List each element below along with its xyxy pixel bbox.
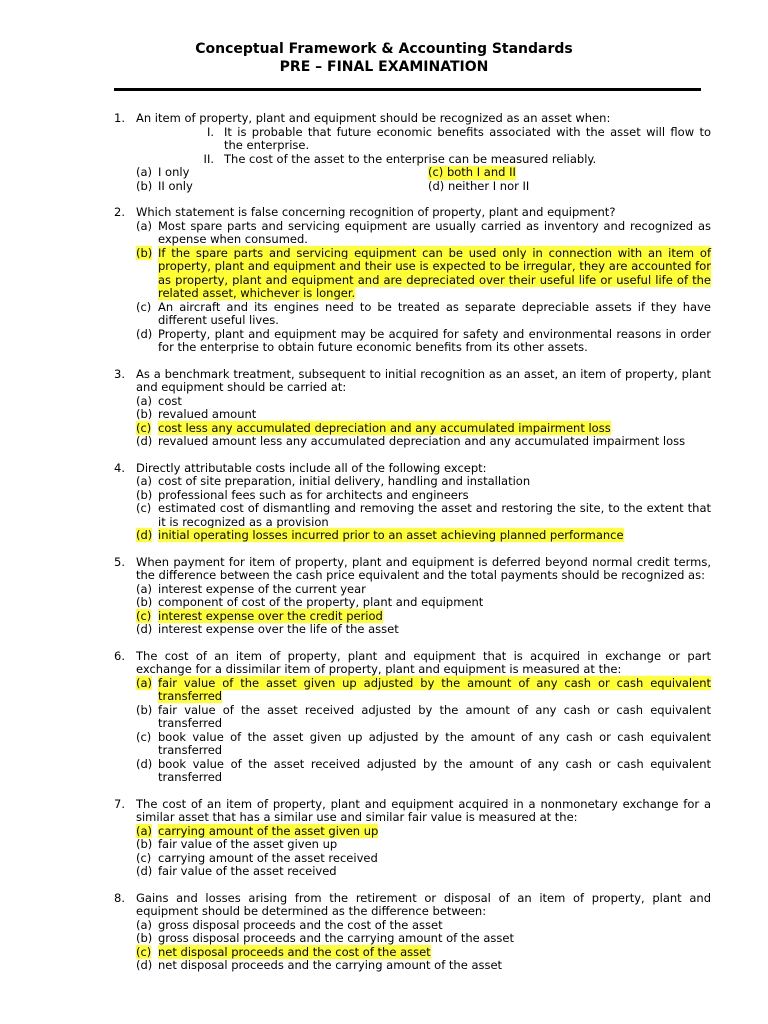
- option: (b) revalued amount: [136, 407, 257, 421]
- question-7: [114, 798, 711, 879]
- question-4: [114, 462, 711, 543]
- option: (d) revalued amount less any accumulated depreciation and any accumulated impairment loss: [136, 434, 686, 448]
- option: (d) neither I nor II: [428, 178, 530, 193]
- option: (d) fair value of the asset received: [136, 864, 337, 878]
- question-5: [114, 556, 711, 637]
- document-title: Conceptual Framework & Accounting Standards: [195, 41, 573, 57]
- option: (a) Most spare parts and servicing equipment are usually carried as inventory and recognized as expense when consumed.: [136, 218, 711, 246]
- option: (b) fair value of the asset given up: [136, 837, 338, 851]
- option-highlighted: (c) cost less any accumulated depreciation and any accumulated impairment loss: [136, 420, 611, 435]
- option: (b) gross disposal proceeds and the carrying amount of the asset: [136, 931, 514, 945]
- option-highlighted: (c) interest expense over the credit period: [136, 608, 383, 623]
- question-number: 5.: [114, 554, 125, 569]
- option: (a) cost: [136, 393, 182, 408]
- option-highlighted: (c) net disposal proceeds and the cost of the asset: [136, 944, 431, 959]
- option: (c) carrying amount of the asset received: [136, 850, 378, 865]
- question-stem: Directly attributable costs include all of the following except:: [136, 460, 487, 475]
- option-highlighted: (a) carrying amount of the asset given up: [136, 823, 379, 838]
- question-number: 8.: [114, 890, 125, 905]
- question-stem: An item of property, plant and equipment should be recognized as an asset when:: [136, 111, 611, 125]
- option: (d) net disposal proceeds and the carrying amount of the asset: [136, 958, 503, 972]
- header-divider: [114, 88, 701, 91]
- option: (b) professional fees such as for architects and engineers: [136, 487, 469, 502]
- question-list: [114, 112, 711, 986]
- question-number: 1.: [114, 111, 125, 125]
- question-number: 2.: [114, 205, 125, 219]
- question-stem: The cost of an item of property, plant and equipment acquired in a nonmonetary exchange for a similar asset that has a similar use and similar fair value is measured at the:: [136, 796, 711, 824]
- option-highlighted: (b) If the spare parts and servicing equipment can be used only in connection with an item of property, plant and equipment and their use is expected to be irregular, they are accounted for as property, plant and equipment and are depreciated over their useful life or useful life of the related asset, whichever is longer.: [136, 245, 711, 300]
- option: (a) gross disposal proceeds and the cost of the asset: [136, 917, 443, 932]
- question-6: [114, 650, 711, 785]
- exam-header: [0, 40, 768, 76]
- question-stem: When payment for item of property, plant and equipment is deferred beyond normal credit terms, the difference between the cash price equivalent and the total payments should be recognized as:: [136, 554, 711, 582]
- option: (a) I only: [136, 165, 190, 179]
- question-8: [114, 892, 711, 973]
- question-3: [114, 368, 711, 449]
- question-number: 3.: [114, 366, 125, 381]
- document-subtitle: PRE – FINAL EXAMINATION: [279, 59, 489, 75]
- question-number: 4.: [114, 460, 125, 475]
- question-stem: As a benchmark treatment, subsequent to initial recognition as an asset, an item of property, plant and equipment should be carried at:: [136, 366, 711, 394]
- option-grid: [136, 166, 711, 193]
- option: (c) estimated cost of dismantling and removing the asset and restoring the site, to the extent that it is recognized as a provision: [136, 501, 711, 529]
- question-number: 6.: [114, 648, 125, 663]
- option-highlighted: (d) initial operating losses incurred prior to an asset achieving planned performance: [136, 528, 624, 542]
- roman-item: II. The cost of the asset to the enterprise can be measured reliably.: [203, 151, 597, 166]
- question-stem: Which statement is false concerning recognition of property, plant and equipment?: [136, 205, 616, 219]
- question-number: 7.: [114, 796, 125, 811]
- question-stem: The cost of an item of property, plant and equipment that is acquired in exchange or part exchange for a dissimilar item of property, plant and equipment is measured at the:: [136, 648, 711, 676]
- option-highlighted: (c) both I and II: [428, 165, 516, 179]
- question-stem: Gains and losses arising from the retirement or disposal of an item of property, plant and equipment should be determined as the difference between:: [136, 890, 711, 918]
- roman-item: I. It is probable that future economic benefits associated with the asset will flow to the enterprise.: [206, 124, 711, 152]
- option-highlighted: (a) fair value of the asset given up adjusted by the amount of any cash or cash equivalent transferred: [136, 675, 711, 703]
- option: (d) Property, plant and equipment may be acquired for safety and environmental reasons in order for the enterprise to obtain future economic benefits from its other assets.: [136, 326, 711, 354]
- option: (a) cost of site preparation, initial delivery, handling and installation: [136, 474, 531, 488]
- option: (d) book value of the asset received adjusted by the amount of any cash or cash equivalent transferred: [136, 756, 711, 784]
- option: (c) book value of the asset given up adjusted by the amount of any cash or cash equivalent transferred: [136, 729, 711, 757]
- question-2: [114, 206, 711, 355]
- option: (b) component of cost of the property, plant and equipment: [136, 595, 484, 609]
- option: (b) fair value of the asset received adjusted by the amount of any cash or cash equivalent transferred: [136, 702, 711, 730]
- question-1: [114, 112, 711, 193]
- option: (c) An aircraft and its engines need to be treated as separate depreciable assets if they have different useful lives.: [136, 299, 711, 327]
- option: (b) II only: [136, 178, 193, 193]
- option: (d) interest expense over the life of the asset: [136, 622, 399, 636]
- option: (a) interest expense of the current year: [136, 581, 366, 596]
